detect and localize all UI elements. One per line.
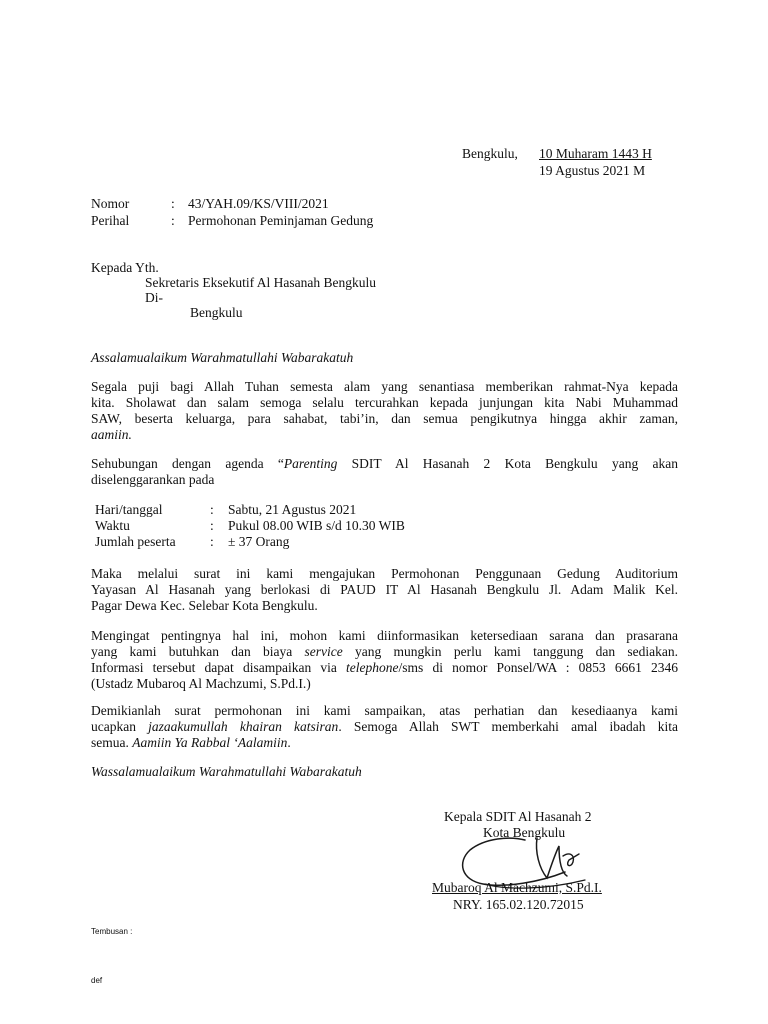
para4-line4: (Ustadz Mubaroq Al Machzumi, S.Pd.I.) [91, 676, 311, 691]
letter-city: Bengkulu, [462, 146, 518, 161]
agenda-row-value: Pukul 08.00 WIB s/d 10.30 WIB [228, 518, 405, 533]
para4-line3-c: /sms di nomor Ponsel/WA : 0853 6661 2346 [398, 660, 678, 675]
para1-line4 [91, 427, 132, 443]
agenda-row-value: ± 37 Orang [228, 534, 290, 549]
recipient-name: Sekretaris Eksekutif Al Hasanah Bengkulu [145, 275, 376, 290]
date-hijri: 10 Muharam 1443 H [539, 146, 652, 161]
agenda-row-label: Hari/tanggal [95, 502, 163, 517]
nomor-value: 43/YAH.09/KS/VIII/2021 [188, 196, 329, 211]
agenda-row-separator: : [210, 518, 214, 533]
signatory-title-line1: Kepala SDIT Al Hasanah 2 [444, 809, 592, 824]
telephone-text: telephone [346, 660, 399, 675]
para3-line3: Pagar Dewa Kec. Selebar Kota Bengkulu. [91, 598, 318, 613]
para5-line2 [91, 719, 678, 735]
para2-line2: diselenggarankan pada [91, 472, 215, 487]
para2-line1 [91, 456, 678, 472]
nomor-separator: : [171, 196, 175, 211]
opening-greeting [91, 350, 353, 366]
tembusan-label: Tembusan : [91, 927, 133, 936]
para1-line3: SAW, beserta keluarga, para sahabat, tabi’in, dan semua pengikutnya hingga akhir zaman, [91, 411, 678, 426]
agenda-row-separator: : [210, 502, 214, 517]
recipient-place: Bengkulu [190, 305, 243, 320]
perihal-value: Permohonan Peminjaman Gedung [188, 213, 374, 228]
para4-line3-a: Informasi tersebut dapat disampaikan via [91, 660, 347, 675]
date-masehi: 19 Agustus 2021 M [539, 163, 646, 178]
para5-line2-c: . Semoga Allah SWT memberkahi amal ibadah kita [338, 719, 678, 734]
footer-def: def [91, 976, 103, 985]
aamiin-text: aamiin. [91, 427, 132, 442]
para4-line2 [91, 644, 678, 660]
para2-line1-c: SDIT Al Hasanah 2 Kota Bengkulu yang akan [337, 456, 678, 471]
recipient-di: Di- [145, 290, 163, 305]
perihal-label: Perihal [91, 213, 130, 228]
nomor-label: Nomor [91, 196, 130, 211]
signatory-title-line2: Kota Bengkulu [483, 825, 566, 840]
agenda-row-value: Sabtu, 21 Agustus 2021 [228, 502, 357, 517]
agenda-row-separator: : [210, 534, 214, 549]
signatory-nry: NRY. 165.02.120.72015 [453, 897, 584, 912]
para5-line1: Demikianlah surat permohonan ini kami sampaikan, atas perhatian dan kesediaanya kami [91, 703, 678, 718]
para5-line3-a: semua. [91, 735, 133, 750]
para5-line3 [91, 735, 291, 751]
closing-greeting-text: Wassalamualaikum Warahmatullahi Wabarakatuh [91, 764, 362, 779]
para1-line1: Segala puji bagi Allah Tuhan semesta alam yang senantiasa memberikan rahmat-Nya kepada [91, 379, 678, 394]
signatory-name: Mubaroq Al Machzumi, S.Pd.I. [432, 880, 602, 895]
para4-line1: Mengingat pentingnya hal ini, mohon kami diinformasikan ketersediaan sarana dan prasarana [91, 628, 678, 643]
para2-line1-a: Sehubungan dengan agenda “ [91, 456, 284, 471]
perihal-separator: : [171, 213, 175, 228]
aamiin-ya-rabbal-text: Aamiin Ya Rabbal ‘Aalamiin [132, 735, 288, 750]
agenda-row-label: Jumlah peserta [95, 534, 176, 549]
para3-line2: Yayasan Al Hasanah yang berlokasi di PAUD IT Al Hasanah Bengkulu Jl. Adam Malik Kel. [91, 582, 678, 597]
agenda-row-label: Waktu [95, 518, 130, 533]
parenting-text: Parenting [283, 456, 338, 471]
opening-greeting-text: Assalamualaikum Warahmatullahi Wabarakatuh [91, 350, 354, 365]
para5-line3-c: . [287, 735, 291, 750]
para4-line2-c: yang mungkin perlu kami tanggung dan sediakan. [342, 644, 678, 659]
para3-line1: Maka melalui surat ini kami mengajukan Permohonan Penggunaan Gedung Auditorium [91, 566, 678, 581]
para5-line2-a: ucapkan [91, 719, 149, 734]
para4-line3 [91, 660, 678, 676]
para4-line2-a: yang kami butuhkan dan biaya [91, 644, 305, 659]
service-text: service [304, 644, 343, 659]
recipient-kepada: Kepada Yth. [91, 260, 159, 275]
closing-greeting [91, 764, 362, 780]
jazaakumullah-text: jazaakumullah khairan katsiran [148, 719, 339, 734]
para1-line2: kita. Sholawat dan salam semoga selalu tercurahkan kepada junjungan kita Nabi Muhammad [91, 395, 678, 410]
